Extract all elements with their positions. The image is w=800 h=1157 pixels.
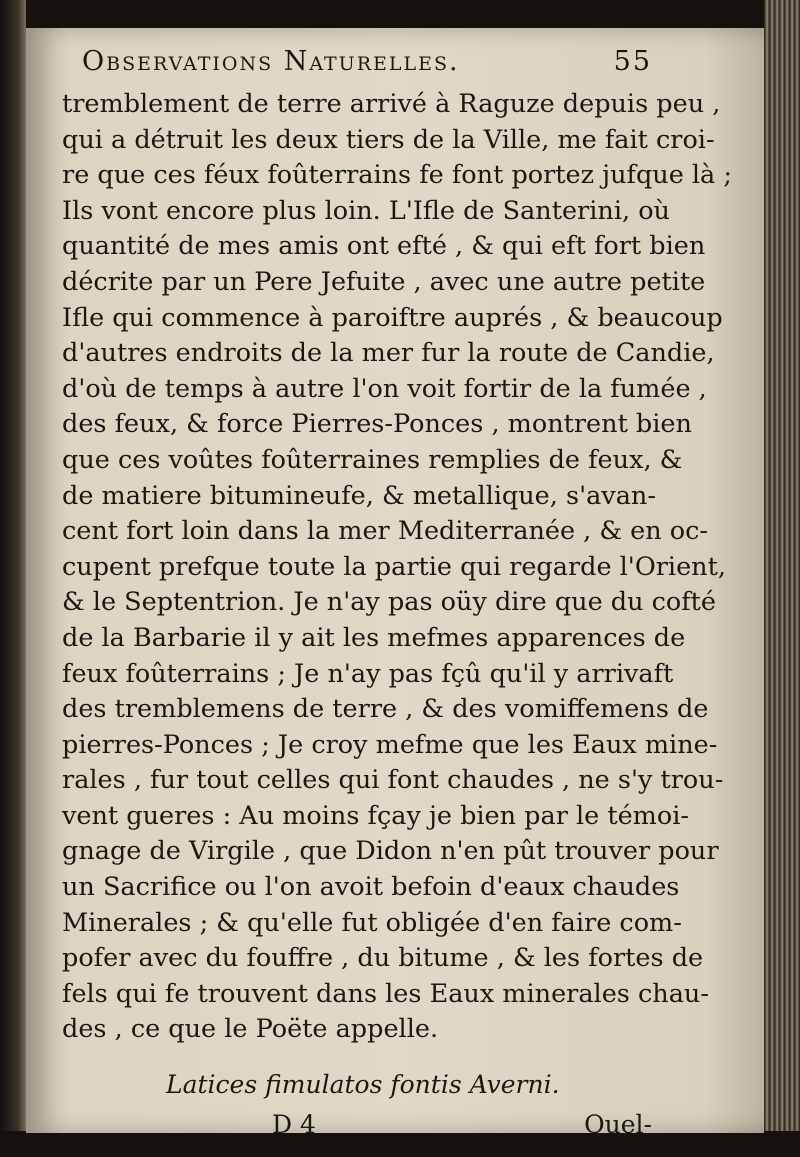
body-line: des feux, & force Pierres-Ponces , montrent bien [62,409,692,440]
body-line: Minerales ; & qu'elle fut obligée d'en faire com- [62,907,682,938]
body-line: pierres-Ponces ; Je croy mefme que les Eaux mine- [62,729,718,760]
page-edges [764,0,800,1157]
body-line: que ces voûtes foûterraines remplies de feux, & [62,444,683,475]
signature-mark: D 4 [272,1110,316,1140]
body-line: vent gueres : Au moins fçay je bien par le témoi- [62,800,689,831]
body-line: décrite par un Pere Jefuite , avec une autre petite [62,266,706,297]
page-footer [272,1110,652,1139]
body-line: Ils vont encore plus loin. L'Ifle de Santerini, où [62,195,670,226]
running-head [82,46,652,77]
body-line: cent fort loin dans la mer Mediterranée , & en oc- [62,516,709,547]
body-line: des , ce que le Poëte appelle. [62,1014,439,1045]
body-line: re que ces féux foûterrains fe font portez jufque là ; [62,160,732,191]
page-number: 55 [613,46,652,77]
catchword: Quel- [584,1110,652,1140]
body-line: gnage de Virgile , que Didon n'en pût trouver pour [62,836,719,867]
body-line: rales , fur tout celles qui font chaudes , ne s'y trou- [62,765,724,796]
body-line: de matiere bitumineufe, & metallique, s'avan- [62,480,656,511]
body-line: quantité de mes amis ont efté , & qui eft fort bien [62,231,706,262]
body-line: cupent prefque toute la partie qui regarde l'Orient, [62,551,726,582]
body-line: qui a détruit les deux tiers de la Ville, me fait croi- [62,124,715,155]
body-line: d'autres endroits de la mer fur la route de Candie, [62,338,715,369]
body-line: un Sacrifice ou l'on avoit befoin d'eaux chaudes [62,872,680,903]
body-line: fels qui fe trouvent dans les Eaux minerales chau- [62,978,709,1009]
body-line: Ifle qui commence à paroiftre auprés , & beaucoup [62,302,723,333]
latin-quotation: Latices fimulatos fontis Averni. [166,1070,560,1100]
body-line: tremblement de terre arrivé à Raguze depuis peu , [62,89,721,119]
body-line: des tremblemens de terre , & des vomiffemens de [62,694,709,725]
body-line: d'où de temps à autre l'on voit fortir de la fumée , [62,373,707,404]
running-head-title: Observations Naturelles. [82,46,460,77]
body-line: feux foûterrains ; Je n'ay pas fçû qu'il y arrivaft [62,658,674,689]
page-text [56,46,732,1140]
body-line: de la Barbarie il y ait les mefmes apparences de [62,622,686,653]
body-line: & le Septentrion. Je n'ay pas oüy dire que du cofté [62,587,717,618]
body-text [56,87,732,1048]
book-gutter [0,0,26,1157]
body-line: pofer avec du fouffre , du bitume , & les fortes de [62,943,704,974]
scan-top-border [0,0,800,30]
